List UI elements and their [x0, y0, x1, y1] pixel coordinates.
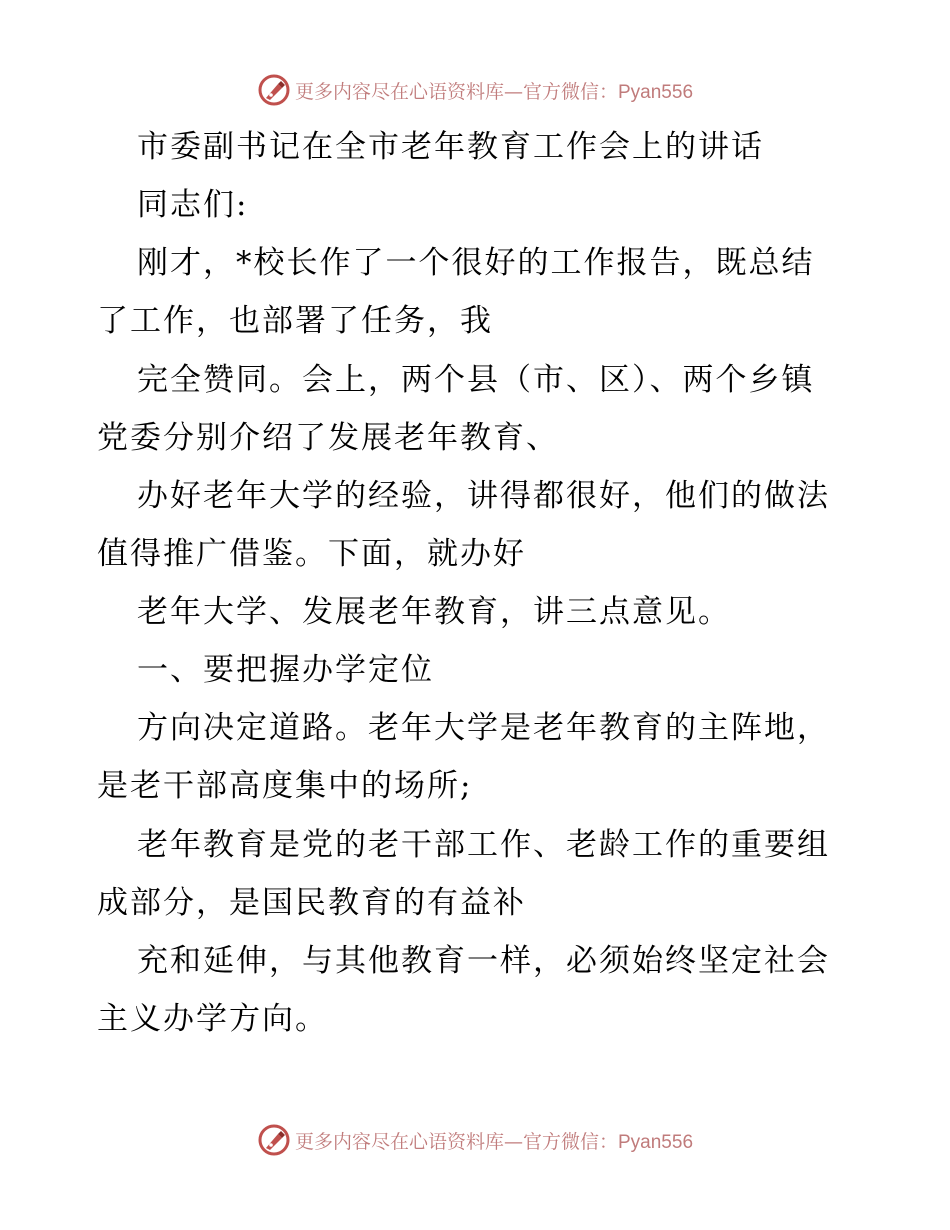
paragraph-line: 充和延伸，与其他教育一样，必须始终坚定社会	[137, 943, 830, 979]
paragraph-line: 党委分别介绍了发展老年教育、	[97, 420, 559, 456]
paragraph-line: 了工作，也部署了任务，我	[97, 303, 493, 339]
section-heading: 一、要把握办学定位	[137, 652, 434, 688]
watermark-text: 更多内容尽在心语资料库—官方微信：Pyan556	[294, 1130, 694, 1153]
pen-nib-logo-icon	[257, 73, 291, 107]
paragraph-line: 刚才，*校长作了一个很好的工作报告，既总结	[137, 245, 815, 281]
paragraph-line: 主义办学方向。	[97, 1001, 328, 1037]
document-title: 市委副书记在全市老年教育工作会上的讲话	[137, 129, 764, 165]
paragraph-line: 老年大学、发展老年教育，讲三点意见。	[137, 594, 731, 630]
paragraph-line: 完全赞同。会上，两个县（市、区）、两个乡镇	[137, 362, 815, 398]
footer-watermark	[0, 1120, 950, 1160]
paragraph-line: 老年教育是党的老干部工作、老龄工作的重要组	[137, 827, 830, 863]
paragraph-line: 方向决定道路。老年大学是老年教育的主阵地，	[137, 710, 830, 746]
paragraph-line: 办好老年大学的经验，讲得都很好，他们的做法	[137, 478, 830, 514]
header-watermark	[0, 70, 950, 110]
watermark-text: 更多内容尽在心语资料库—官方微信：Pyan556	[294, 80, 694, 103]
paragraph-line: 是老干部高度集中的场所;	[97, 768, 473, 804]
salutation: 同志们:	[137, 187, 249, 223]
pen-nib-logo-icon	[257, 1123, 291, 1157]
paragraph-line: 值得推广借鉴。下面，就办好	[97, 536, 526, 572]
paragraph-line: 成部分，是国民教育的有益补	[97, 885, 526, 921]
